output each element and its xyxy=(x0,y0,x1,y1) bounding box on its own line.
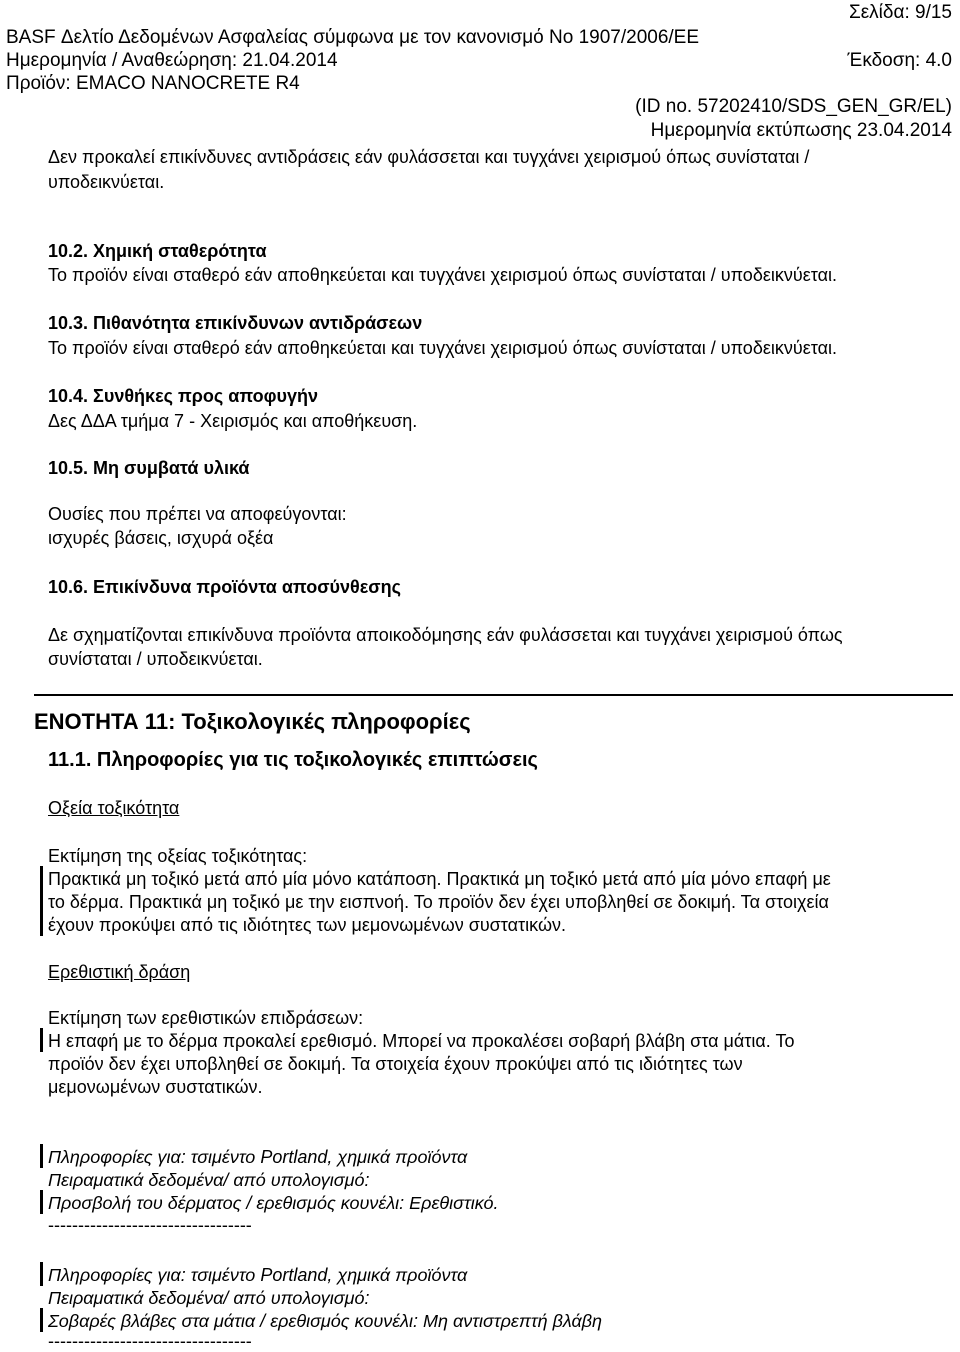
change-bar xyxy=(40,1308,43,1332)
irritation-line-1: Η επαφή με το δέρμα προκαλεί ερεθισμό. Μπορεί να προκαλέσει σοβαρή βλάβη στα μάτια. Το xyxy=(48,1031,795,1051)
text-10-6-line-1: Δε σχηματίζονται επικίνδυνα προϊόντα αποικοδόμησης εάν φυλάσσεται και τυγχάνει χειρισμού όπως xyxy=(48,625,843,645)
change-bar xyxy=(40,1144,43,1168)
irritation-line-3: μεμονωμένων συστατικών. xyxy=(48,1077,263,1097)
section-11-1-heading: 11.1. Πληροφορίες για τις τοξικολογικές επιπτώσεις xyxy=(48,749,538,771)
text-10-5-line-2: ισχυρές βάσεις, ισχυρά οξέα xyxy=(48,528,274,548)
text-10-2: Το προϊόν είναι σταθερό εάν αποθηκεύεται και τυγχάνει χειρισμού όπως συνίσταται / υποδεικνύεται. xyxy=(48,265,837,285)
info-block-2-line-2: Πειραματικά δεδομένα/ από υπολογισμό: xyxy=(48,1288,370,1308)
version: Έκδοση: 4.0 xyxy=(847,50,952,71)
heading-10-2: 10.2. Χημική σταθερότητα xyxy=(48,241,267,261)
heading-10-4: 10.4. Συνθήκες προς αποφυγήν xyxy=(48,386,318,406)
change-bar xyxy=(40,866,43,936)
acute-toxicity-assessment: Εκτίμηση της οξείας τοξικότητας: xyxy=(48,846,308,866)
info-block-2-line-3: Σοβαρές βλάβες στα μάτια / ερεθισμός κουνέλι: Μη αντιστρεπτή βλάβη xyxy=(48,1311,603,1331)
print-date: Ημερομηνία εκτύπωσης 23.04.2014 xyxy=(650,120,952,141)
info-block-2-line-1: Πληροφορίες για: τσιμέντο Portland, χημικά προϊόντα xyxy=(48,1265,468,1285)
product-name: Προϊόν: EMACO NANOCRETE R4 xyxy=(6,73,300,94)
text-10-5-line-1: Ουσίες που πρέπει να αποφεύγονται: xyxy=(48,504,347,524)
section-11-title: ΕΝΟΤΗΤΑ 11: Τοξικολογικές πληροφορίες xyxy=(34,709,471,734)
heading-10-3: 10.3. Πιθανότητα επικίνδυνων αντιδράσεων xyxy=(48,313,423,333)
heading-10-5: 10.5. Μη συμβατά υλικά xyxy=(48,458,250,478)
info-block-1-line-2: Πειραματικά δεδομένα/ από υπολογισμό: xyxy=(48,1170,370,1190)
separator: ---------------------------------- xyxy=(48,1331,252,1351)
info-block-1-line-1: Πληροφορίες για: τσιμέντο Portland, χημικά προϊόντα xyxy=(48,1147,468,1167)
acute-toxicity-line-2: το δέρμα. Πρακτικά μη τοξικό με την εισπνοή. Το προϊόν δεν έχει υποβληθεί σε δοκιμή. Τα στοιχεία xyxy=(48,892,829,912)
intro-line-1: Δεν προκαλεί επικίνδυνες αντιδράσεις εάν φυλάσσεται και τυγχάνει χειρισμού όπως συνίσταται / xyxy=(48,147,810,167)
acute-toxicity-line-3: έχουν προκύψει από τις ιδιότητες των μεμονωμένων συστατικών. xyxy=(48,915,567,935)
id-number: (ID no. 57202410/SDS_GEN_GR/EL) xyxy=(635,96,952,117)
info-block-1-line-3: Προσβολή του δέρματος / ερεθισμός κουνέλι: Ερεθιστικό. xyxy=(48,1193,499,1213)
document-title: BASF Δελτίο Δεδομένων Ασφαλείας σύμφωνα με τον κανονισμό Νο 1907/2006/ΕΕ xyxy=(6,27,700,48)
heading-10-6: 10.6. Επικίνδυνα προϊόντα αποσύνθεσης xyxy=(48,577,401,597)
text-10-3: Το προϊόν είναι σταθερό εάν αποθηκεύεται και τυγχάνει χειρισμού όπως συνίσταται / υποδεικνύεται. xyxy=(48,338,837,358)
text-10-6-line-2: συνίσταται / υποδεικνύεται. xyxy=(48,649,263,669)
irritation-label: Ερεθιστική δράση xyxy=(48,962,191,982)
page-number: Σελίδα: 9/15 xyxy=(848,2,952,23)
change-bar xyxy=(40,1028,43,1052)
irritation-line-2: προϊόν δεν έχει υποβληθεί σε δοκιμή. Τα στοιχεία έχουν προκύψει από τις ιδιότητες των xyxy=(48,1054,743,1074)
section-divider xyxy=(34,694,953,696)
revision-date: Ημερομηνία / Αναθεώρηση: 21.04.2014 xyxy=(6,50,338,71)
intro-line-2: υποδεικνύεται. xyxy=(48,172,165,192)
irritation-assessment: Εκτίμηση των ερεθιστικών επιδράσεων: xyxy=(48,1008,364,1028)
separator: ---------------------------------- xyxy=(48,1215,252,1235)
acute-toxicity-label: Οξεία τοξικότητα xyxy=(48,798,180,818)
change-bar xyxy=(40,1190,43,1214)
acute-toxicity-line-1: Πρακτικά μη τοξικό μετά από μία μόνο κατάποση. Πρακτικά μη τοξικό μετά από μία μόνο επαφή με xyxy=(48,869,831,889)
change-bar xyxy=(40,1262,43,1286)
text-10-4: Δες ΔΔΑ τμήμα 7 - Χειρισμός και αποθήκευση. xyxy=(48,411,418,431)
